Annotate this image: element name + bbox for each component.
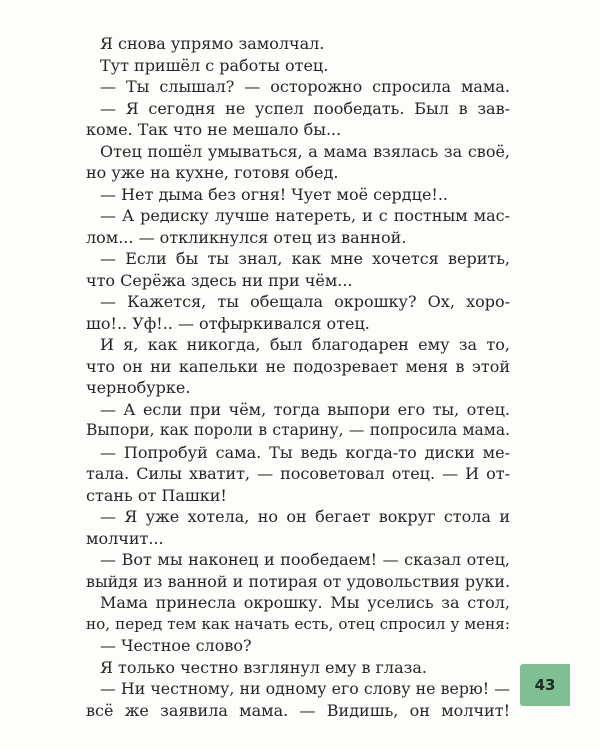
text-line: но, перед тем как начать есть, отец спросил у меня: [86,614,510,633]
text-line: Выпори, как пороли в старину, — попросила мама. [86,421,510,439]
text-line: Я только честно взглянул ему в глаза. [100,657,427,677]
text-line: выйдя из ванной и потирая от удовольствия руки. [86,571,510,591]
text-line: — А если при чём, тогда выпори его ты, отец. [100,399,510,419]
text-line: лом... — откликнулся отец из ванной. [86,227,407,247]
page-number: 43 [520,664,570,706]
text-line: что он ни капельки не подозревает меня в этой [86,356,510,376]
text-line: — Ни честному, ни одному его слову не верю! — [100,679,510,698]
text-line: — Ты слышал? — осторожно спросила мама. [100,77,510,96]
text-line: — Нет дыма без огня! Чует моё сердце!.. [100,184,449,204]
text-line: всё же заявила мама. — Видишь, он молчит! [86,700,510,720]
text-line: — А редиску лучше натереть, и с постным мас- [100,206,510,225]
text-line: Мама принесла окрошку. Мы уселись за стол, [100,593,510,612]
text-line: коме. Так что не мешало бы... [86,120,342,139]
text-line: Отец пошёл умываться, а мама взялась за своё, [100,141,510,161]
text-line: — Если бы ты знал, как мне хочется верить, [100,249,510,268]
text-line: тала. Силы хватит, — посоветовал отец. — И от- [86,464,510,483]
text-line: — Я сегодня не успел пообедать. Был в зав- [100,98,510,118]
page-text [86,33,510,721]
text-line: — Вот мы наконец и пообедаем! — сказал отец, [100,550,510,569]
text-line: чернобурке. [86,378,191,397]
text-line: — Попробуй сама. Ты ведь когда-то диски ме- [100,442,510,462]
text-line: Тут пришёл с работы отец. [100,55,329,75]
text-line: но уже на кухне, готовя обед. [86,163,339,182]
text-line: Я снова упрямо замолчал. [100,34,325,53]
text-line: И я, как никогда, был благодарен ему за то, [100,335,510,354]
text-line: — Кажется, ты обещала окрошку? Ох, хоро- [100,292,510,311]
text-line: — Честное слово? [100,636,252,655]
text-line: молчит... [86,528,164,548]
text-line: — Я уже хотела, но он бегает вокруг стола и [100,507,510,526]
text-line: стань от Пашки! [86,485,227,505]
text-line: что Серёжа здесь ни при чём... [86,270,353,290]
text-line: шо!.. Уф!.. — отфыркивался отец. [86,313,370,333]
